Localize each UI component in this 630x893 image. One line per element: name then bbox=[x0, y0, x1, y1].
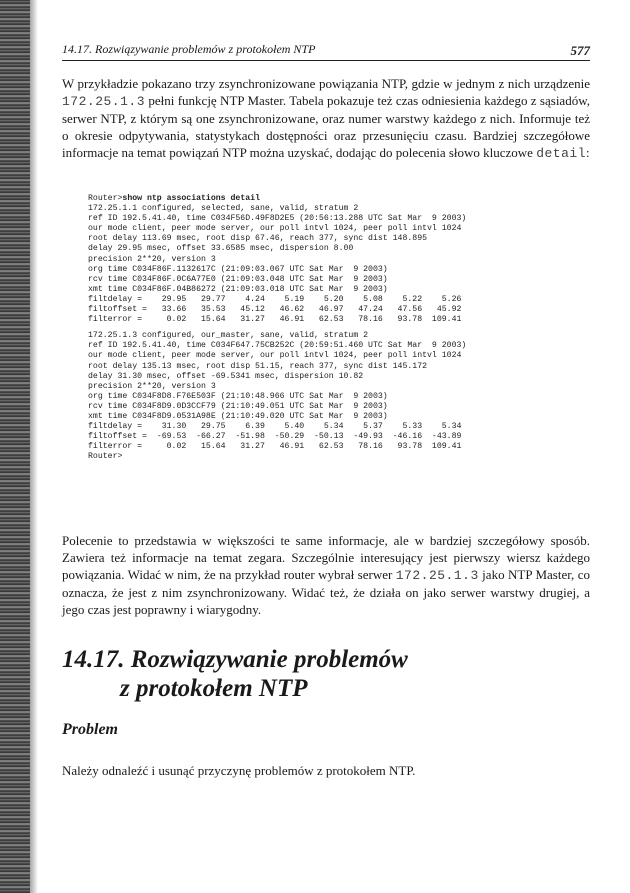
cli-output bbox=[88, 194, 588, 462]
code-line: xmt time C034F8D9.0531A98E (21:10:49.020 UTC Sat Mar 9 2003) bbox=[88, 411, 388, 421]
section-heading bbox=[62, 645, 590, 703]
explanation-text-1: Polecenie to przedstawia w większości te same informacje, ale w bardziej szczegółowy sposób. Zawiera też informacje na temat zegara. Szczególnie interesujący jest pierwszy wiersz każdego powiązania. Widać w nim, że na przykład router wybrał serwer bbox=[62, 533, 590, 582]
page-number: 577 bbox=[570, 43, 590, 58]
explanation-paragraph bbox=[62, 532, 590, 618]
code-line: delay 31.30 msec, offset -69.5341 msec, dispersion 10.82 bbox=[88, 371, 364, 381]
section-heading-line-1: 14.17. Rozwiązywanie problemów bbox=[62, 646, 408, 673]
problem-text: Należy odnaleźć i usunąć przyczynę problemów z protokołem NTP. bbox=[62, 763, 416, 778]
association-block-1 bbox=[88, 204, 588, 325]
code-line: root delay 135.13 msec, root disp 51.15, reach 377, sync dist 145.172 bbox=[88, 361, 428, 371]
association-block-2 bbox=[88, 331, 588, 452]
problem-subheading: Problem bbox=[62, 721, 118, 738]
intro-text-3: : bbox=[586, 145, 590, 160]
cli-end-prompt: Router> bbox=[88, 452, 123, 462]
section-heading-line-2: z protokołem NTP bbox=[120, 675, 308, 702]
code-line: filterror = 0.02 15.64 31.27 46.91 62.53 78.16 93.78 109.41 bbox=[88, 442, 462, 452]
code-line: delay 29.95 msec, offset 33.6585 msec, dispersion 8.00 bbox=[88, 244, 354, 254]
code-line: rcv time C034F8D9.0D3CCF79 (21:10:49.051 UTC Sat Mar 9 2003) bbox=[88, 401, 388, 411]
code-line: 172.25.1.3 configured, our_master, sane, valid, stratum 2 bbox=[88, 331, 369, 341]
command-line bbox=[88, 194, 588, 204]
cli-prompt: Router> bbox=[88, 194, 123, 203]
intro-paragraph bbox=[62, 75, 590, 162]
code-line: root delay 113.69 msec, root disp 67.46, reach 377, sync dist 148.895 bbox=[88, 234, 428, 244]
code-line: 172.25.1.1 configured, selected, sane, valid, stratum 2 bbox=[88, 204, 359, 214]
code-line: filtoffset = 33.66 35.53 45.12 46.62 46.97 47.24 47.56 45.92 bbox=[88, 305, 462, 315]
intro-text-2: pełni funkcję NTP Master. Tabela pokazuje też czas odniesienia każdego z sąsiadów, serwer NTP, z którym są one zsynchronizowane, oraz numer warstwy każdego z nich. Informuje też o okresie odpytywania, statystykach dostępności oraz przesunięciu czasu. Bardziej szczegółowe informacje na temat powiązań NTP można uzyskać, dodając do polecenia słowo kluczowe bbox=[62, 93, 590, 160]
running-header-title: 14.17. Rozwiązywanie problemów z protokołem NTP bbox=[62, 42, 316, 56]
code-line: org time C034F86F.1132617C (21:09:03.067 UTC Sat Mar 9 2003) bbox=[88, 264, 388, 274]
code-line: ref ID 192.5.41.40, time C034F56D.49F8D2E5 (20:56:13.288 UTC Sat Mar 9 2003) bbox=[88, 214, 467, 224]
code-line: filtdelay = 29.95 29.77 4.24 5.19 5.20 5.08 5.22 5.26 bbox=[88, 294, 462, 304]
code-line: filterror = 0.02 15.64 31.27 46.91 62.53 78.16 93.78 109.41 bbox=[88, 315, 462, 325]
intro-keyword: detail bbox=[536, 146, 587, 161]
code-line: org time C034F8D8.F76E503F (21:10:48.966 UTC Sat Mar 9 2003) bbox=[88, 391, 388, 401]
intro-ip-address: 172.25.1.3 bbox=[62, 94, 146, 109]
code-line: filtdelay = 31.30 29.75 6.39 5.40 5.34 5.37 5.33 5.34 bbox=[88, 422, 462, 432]
book-binding-shadow bbox=[0, 0, 30, 893]
cli-command: show ntp associations detail bbox=[122, 194, 260, 203]
code-line: precision 2**20, version 3 bbox=[88, 254, 216, 264]
code-line: filtoffset = -69.53 -66.27 -51.98 -50.29 -50.13 -49.93 -46.16 -43.89 bbox=[88, 432, 462, 442]
intro-text-1: W przykładzie pokazano trzy zsynchronizowane powiązania NTP, gdzie w jednym z nich urządzenie bbox=[62, 76, 590, 91]
explanation-ip-address: 172.25.1.3 bbox=[395, 568, 479, 583]
code-line: our mode client, peer mode server, our poll intvl 1024, peer poll intvl 1024 bbox=[88, 351, 462, 361]
explanation-text-2: jako NTP Master, co oznacza, że jest z nim zsynchronizowany. Widać też, że działa on jako serwer warstwy drugiej, a jego czas jest poprawny i wiarygodny. bbox=[62, 567, 591, 617]
code-line: ref ID 192.5.41.40, time C034F647.75CB252C (20:59:51.460 UTC Sat Mar 9 2003) bbox=[88, 341, 467, 351]
code-line: xmt time C034F86F.04B86272 (21:09:03.018 UTC Sat Mar 9 2003) bbox=[88, 284, 388, 294]
code-line: our mode client, peer mode server, our poll intvl 1024, peer poll intvl 1024 bbox=[88, 224, 462, 234]
running-header bbox=[62, 40, 590, 61]
code-line: precision 2**20, version 3 bbox=[88, 381, 216, 391]
code-line: rcv time C034F86F.0C6A77E0 (21:09:03.048 UTC Sat Mar 9 2003) bbox=[88, 274, 388, 284]
